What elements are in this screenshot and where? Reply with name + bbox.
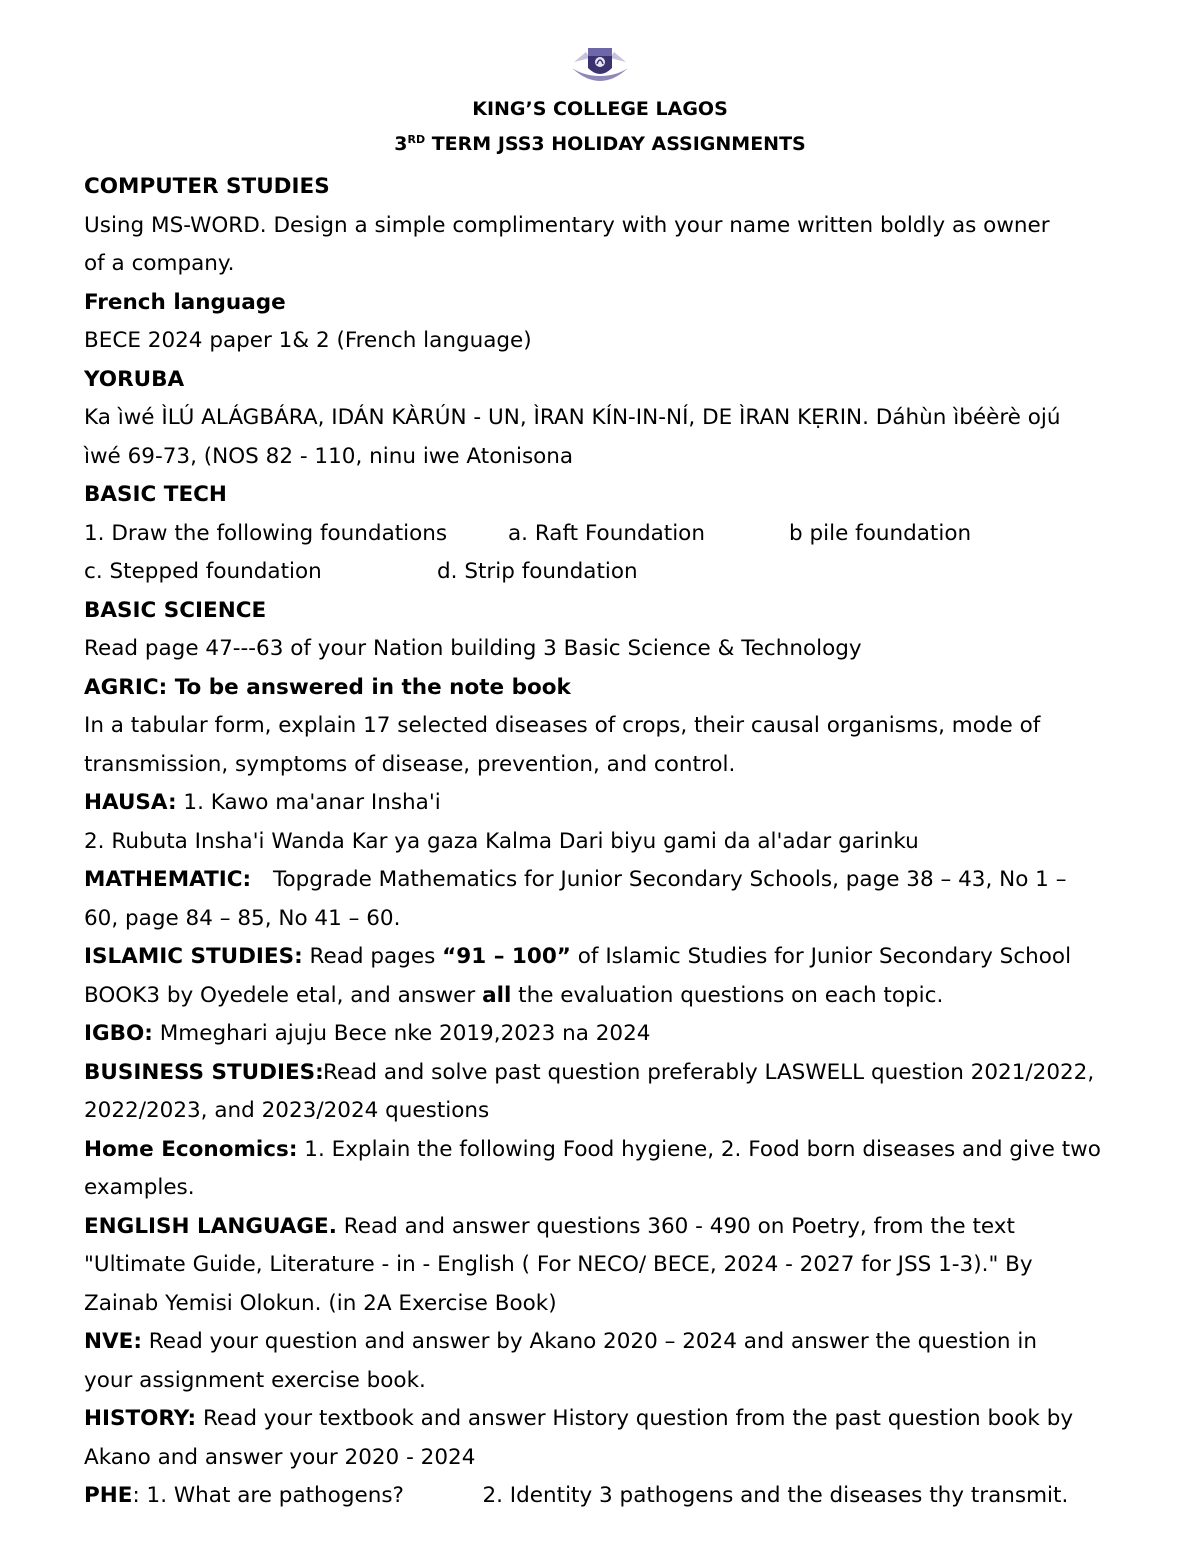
nve-line-1: NVE: Read your question and answer by Akano 2020 – 2024 and answer the question in — [84, 1329, 1037, 1354]
islamic-label: ISLAMIC STUDIES: — [84, 944, 303, 969]
home-econ-line-2: examples. — [84, 1175, 195, 1200]
business-line-1: BUSINESS STUDIES:Read and solve past question preferably LASWELL question 2021/2022, — [84, 1054, 1124, 1093]
basic-tech-heading: BASIC TECH — [84, 482, 227, 507]
computer-text-2: of a company. — [84, 251, 235, 276]
islamic-line-1: ISLAMIC STUDIES: Read pages “91 – 100” of Islamic Studies for Junior Secondary School — [84, 944, 1072, 969]
history-label: HISTORY: — [84, 1406, 197, 1431]
basic-tech-item-a: a. Raft Foundation — [508, 520, 705, 546]
history-line-2: Akano and answer your 2020 - 2024 — [84, 1444, 476, 1470]
home-econ-label: Home Economics: — [84, 1136, 298, 1162]
igbo-line: IGBO: Mmeghari ajuju Bece nke 2019,2023 na 2024 — [84, 1021, 651, 1046]
agric-text-1: In a tabular form, explain 17 selected diseases of crops, their causal organisms, mode of — [84, 713, 1041, 738]
nve-line-2: your assignment exercise book. — [84, 1367, 426, 1393]
hausa-line-2: 2. Rubuta Insha'i Wanda Kar ya gaza Kalma Dari biyu gami da al'adar garinku — [84, 828, 919, 854]
yoruba-heading: YORUBA — [84, 366, 185, 392]
english-line-1: ENGLISH LANGUAGE. Read and answer questions 360 - 490 on Poetry, from the text — [84, 1213, 1015, 1239]
french-heading: French language — [84, 289, 286, 315]
basic-tech-item-b: b pile foundation — [789, 520, 972, 546]
basic-tech-items-2 — [84, 553, 1124, 592]
math-line-1: MATHEMATIC: Topgrade Mathematics for Junior Secondary Schools, page 38 – 43, No 1 – — [84, 861, 1124, 900]
hausa-label: HAUSA: — [84, 790, 177, 815]
history-line-1: HISTORY: Read your textbook and answer History question from the past question book by — [84, 1406, 1074, 1431]
assignment-title: 3RD TERM JSS3 HOLIDAY ASSIGNMENTS — [394, 133, 806, 155]
school-crest-logo — [568, 42, 632, 92]
math-line-2: 60, page 84 – 85, No 41 – 60. — [84, 905, 401, 931]
computer-heading: COMPUTER STUDIES — [84, 174, 330, 199]
business-line-2: 2022/2023, and 2023/2024 questions — [84, 1098, 490, 1123]
business-label: BUSINESS STUDIES: — [84, 1059, 324, 1085]
basic-tech-items-1 — [84, 515, 1124, 554]
english-line-3: Zainab Yemisi Olokun. (in 2A Exercise Book) — [84, 1290, 557, 1316]
islamic-line-2: BOOK3 by Oyedele etal, and answer all the evaluation questions on each topic. — [84, 982, 944, 1008]
home-econ-line-1: Home Economics: 1. Explain the following Food hygiene, 2. Food born diseases and give two — [84, 1136, 1101, 1162]
basic-tech-item-1: 1. Draw the following foundations — [84, 520, 448, 546]
phe-line: PHE: 1. What are pathogens? 2. Identity 3 pathogens and the diseases thy transmit. — [84, 1483, 1069, 1508]
igbo-label: IGBO: — [84, 1021, 153, 1046]
yoruba-text-1: Ka ìwé ÌLÚ ALÁGBÁRA, IDÁN KÀRÚN - UN, ÌRAN KÍN-IN-NÍ, DE ÌRAN KẸRIN. Dáhùn ìbéèrè ojú — [84, 405, 1061, 430]
basic-science-text: Read page 47---63 of your Nation building 3 Basic Science & Technology — [84, 636, 862, 661]
english-label: ENGLISH LANGUAGE. — [84, 1213, 337, 1239]
nve-label: NVE: — [84, 1329, 142, 1354]
english-line-2: "Ultimate Guide, Literature - in - English ( For NECO/ BECE, 2024 - 2027 for JSS 1-3)." By — [84, 1252, 1033, 1277]
french-text: BECE 2024 paper 1& 2 (French language) — [84, 328, 532, 353]
basic-science-heading: BASIC SCIENCE — [84, 597, 267, 623]
computer-text-1: Using MS-WORD. Design a simple complimentary with your name written boldly as owner — [84, 212, 1050, 238]
assignment-list — [84, 168, 1124, 1516]
yoruba-text-2: ìwé 69-73, (NOS 82 - 110, ninu iwe Atonisona — [84, 443, 574, 469]
phe-label: PHE — [84, 1483, 133, 1508]
agric-heading: AGRIC: To be answered in the note book — [84, 674, 571, 700]
math-label: MATHEMATIC: — [84, 867, 252, 892]
basic-tech-item-c: c. Stepped foundation — [84, 559, 322, 584]
basic-tech-item-d: d. Strip foundation — [437, 559, 638, 584]
school-name: KING’S COLLEGE LAGOS — [472, 98, 728, 120]
hausa-line-1: HAUSA: 1. Kawo ma'anar Insha'i — [84, 790, 441, 815]
agric-text-2: transmission, symptoms of disease, prevention, and control. — [84, 751, 736, 777]
